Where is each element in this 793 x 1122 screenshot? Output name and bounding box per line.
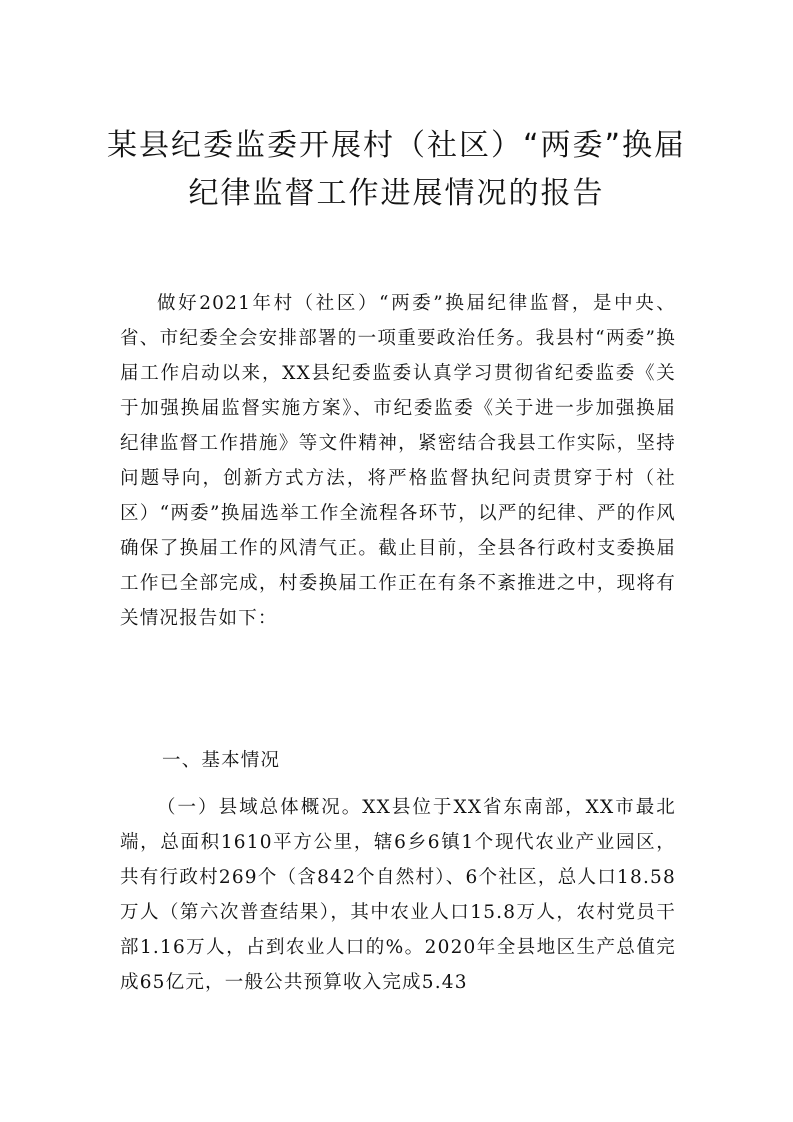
section-heading-basic-situation: 一、基本情况 — [162, 750, 281, 771]
report-title-line-2: 纪律监督工作进展情况的报告 — [188, 176, 605, 211]
intro-paragraph: 做好2021年村（社区）“两委”换届纪律监督，是中央、省、市纪委全会安排部署的一项重要政治任务。我县村“两委”换届工作启动以来，XX县纪委监委认真学习贯彻省纪委监委《关于加强换届监督实施方案》、市纪委监委《关于进一步加强换届纪律监督工作措施》等文件精神，紧密结合我县工作实际，坚持问题导向，创新方式方法，将严格监督执纪问责贯穿于村（社区）“两委”换届选举工作全流程各环节，以严的纪律、严的作风确保了换届工作的风清气正。截止目前，全县各行政村支委换届工作已全部完成，村委换届工作正在有条不紊推进之中，现将有关情况报告如下： — [120, 293, 676, 629]
report-title-line-1: 某县纪委监委开展村（社区）“两委”换届 — [106, 128, 687, 163]
county-overview-paragraph: （一）县域总体概况。XX县位于XX省东南部，XX市最北端，总面积1610平方公里，辖6乡6镇1个现代农业产业园区，共有行政村269个（含842个自然村）、6个社区，总人口18.58万人（第六次普查结果），其中农业人口15.8万人，农村党员干部1.16万人，占到农业人口的%。2020年全县地区生产总值完成65亿元，一般公共预算收入完成5.43 — [120, 797, 676, 993]
